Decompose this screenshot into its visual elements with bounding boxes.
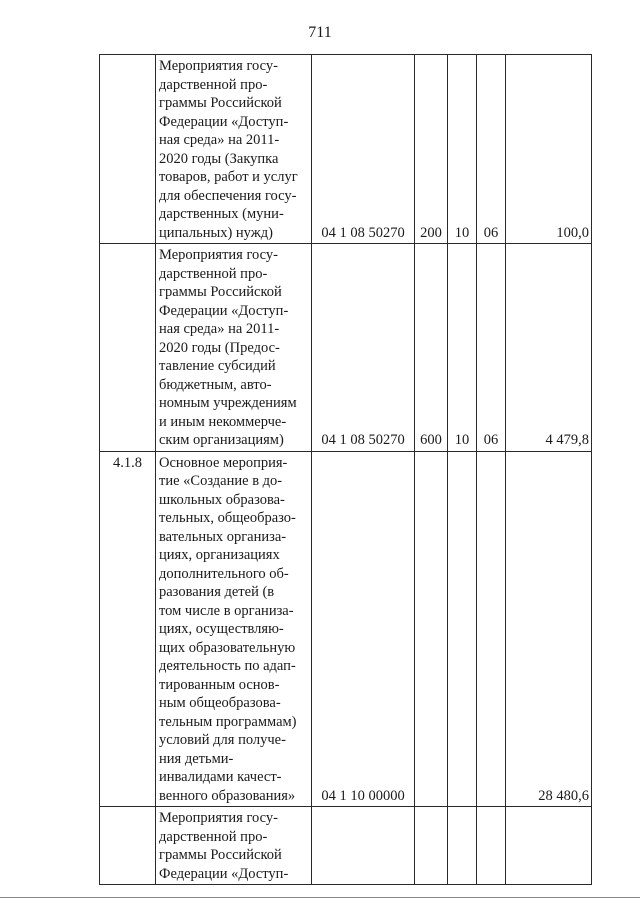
target-article-code xyxy=(312,807,415,885)
measure-name-line: ния детьми- xyxy=(159,750,234,767)
table-row xyxy=(100,451,592,807)
measure-name-line: ная среда» на 2011- xyxy=(159,321,280,337)
measure-name-line: Федерации «Доступ- xyxy=(159,302,289,319)
measure-name-line: дарственной про- xyxy=(159,265,268,282)
expense-type-code: 200 xyxy=(415,55,448,244)
measure-name-line: щих образовательную xyxy=(159,639,296,656)
amount: 100,0 xyxy=(506,55,592,244)
section-code xyxy=(448,807,477,885)
measure-name-line: дополнительного об- xyxy=(159,565,289,582)
measure-name-line: разования детей (в xyxy=(159,584,275,600)
measure-name-line: Федерации «Доступ- xyxy=(159,865,289,882)
measure-name-line: ная среда» на 2011- xyxy=(159,132,280,148)
expense-type-code: 600 xyxy=(415,244,448,452)
measure-name-line: Мероприятия госу- xyxy=(159,247,278,263)
measure-name-line: бюджетным, авто- xyxy=(159,376,272,393)
subsection-code: 06 xyxy=(477,55,506,244)
table-row xyxy=(100,244,592,452)
measure-name-line: Мероприятия госу- xyxy=(159,810,278,826)
measure-name-line: граммы Российской xyxy=(159,95,282,111)
measure-name-line: тие «Создание в до- xyxy=(159,473,283,489)
measure-name-line: тавление субсидий xyxy=(159,358,276,374)
measure-name-line: тельным программам) xyxy=(159,713,297,730)
amount: 28 480,6 xyxy=(506,451,592,807)
row-number: 4.1.8 xyxy=(100,451,156,807)
measure-name-line: граммы Российской xyxy=(159,847,282,863)
measure-name-line: товаров, работ и услуг xyxy=(159,169,298,185)
measure-name-line: венного образования» xyxy=(159,787,296,804)
measure-name-line: Мероприятия госу- xyxy=(159,58,278,74)
measure-name-line: номным учреждениям xyxy=(159,395,297,411)
measure-name-line: ципальных) нужд) xyxy=(159,224,273,241)
budget-table xyxy=(99,54,592,885)
measure-name-line: том числе в организа- xyxy=(159,602,294,619)
page-number: 711 xyxy=(308,24,332,41)
measure-name-line: условий для получе- xyxy=(159,732,286,748)
subsection-code: 06 xyxy=(477,244,506,452)
measure-name-line: инвалидами качест- xyxy=(159,769,282,785)
target-article-code: 04 1 08 50270 xyxy=(312,244,415,452)
measure-name xyxy=(156,807,312,885)
subsection-code xyxy=(477,807,506,885)
measure-name xyxy=(156,244,312,452)
section-code xyxy=(448,451,477,807)
expense-type-code xyxy=(415,807,448,885)
measure-name-line: циях, организациях xyxy=(159,547,280,563)
row-number xyxy=(100,244,156,452)
measure-name-line: ским организациям) xyxy=(159,432,284,448)
measure-name-line: для обеспечения госу- xyxy=(159,187,297,204)
bottom-rule xyxy=(0,897,640,898)
table-row xyxy=(100,55,592,244)
measure-name-line: 2020 годы (Предос- xyxy=(159,339,280,356)
measure-name-line: школьных образова- xyxy=(159,491,285,508)
measure-name-line: ным общеобразова- xyxy=(159,695,281,711)
subsection-code xyxy=(477,451,506,807)
measure-name-line: дарственной про- xyxy=(159,76,268,93)
measure-name-line: граммы Российской xyxy=(159,284,282,300)
measure-name-line: дарственных (муни- xyxy=(159,206,284,222)
measure-name-line: Основное мероприя- xyxy=(159,454,288,471)
measure-name-line: и иным некоммерче- xyxy=(159,413,287,430)
section-code: 10 xyxy=(448,244,477,452)
row-number xyxy=(100,807,156,885)
amount xyxy=(506,807,592,885)
measure-name-line: циях, осуществляю- xyxy=(159,621,284,637)
measure-name-line: деятельность по адап- xyxy=(159,658,296,674)
table-row xyxy=(100,807,592,885)
row-number xyxy=(100,55,156,244)
measure-name-line: Федерации «Доступ- xyxy=(159,113,289,130)
measure-name-line: 2020 годы (Закупка xyxy=(159,150,279,167)
measure-name-line: вательных организа- xyxy=(159,528,287,545)
section-code: 10 xyxy=(448,55,477,244)
expense-type-code xyxy=(415,451,448,807)
measure-name xyxy=(156,55,312,244)
measure-name-line: дарственной про- xyxy=(159,828,268,845)
measure-name-line: тельных, общеобразо- xyxy=(159,510,296,526)
amount: 4 479,8 xyxy=(506,244,592,452)
target-article-code: 04 1 10 00000 xyxy=(312,451,415,807)
target-article-code: 04 1 08 50270 xyxy=(312,55,415,244)
measure-name xyxy=(156,451,312,807)
measure-name-line: тированным основ- xyxy=(159,676,280,693)
